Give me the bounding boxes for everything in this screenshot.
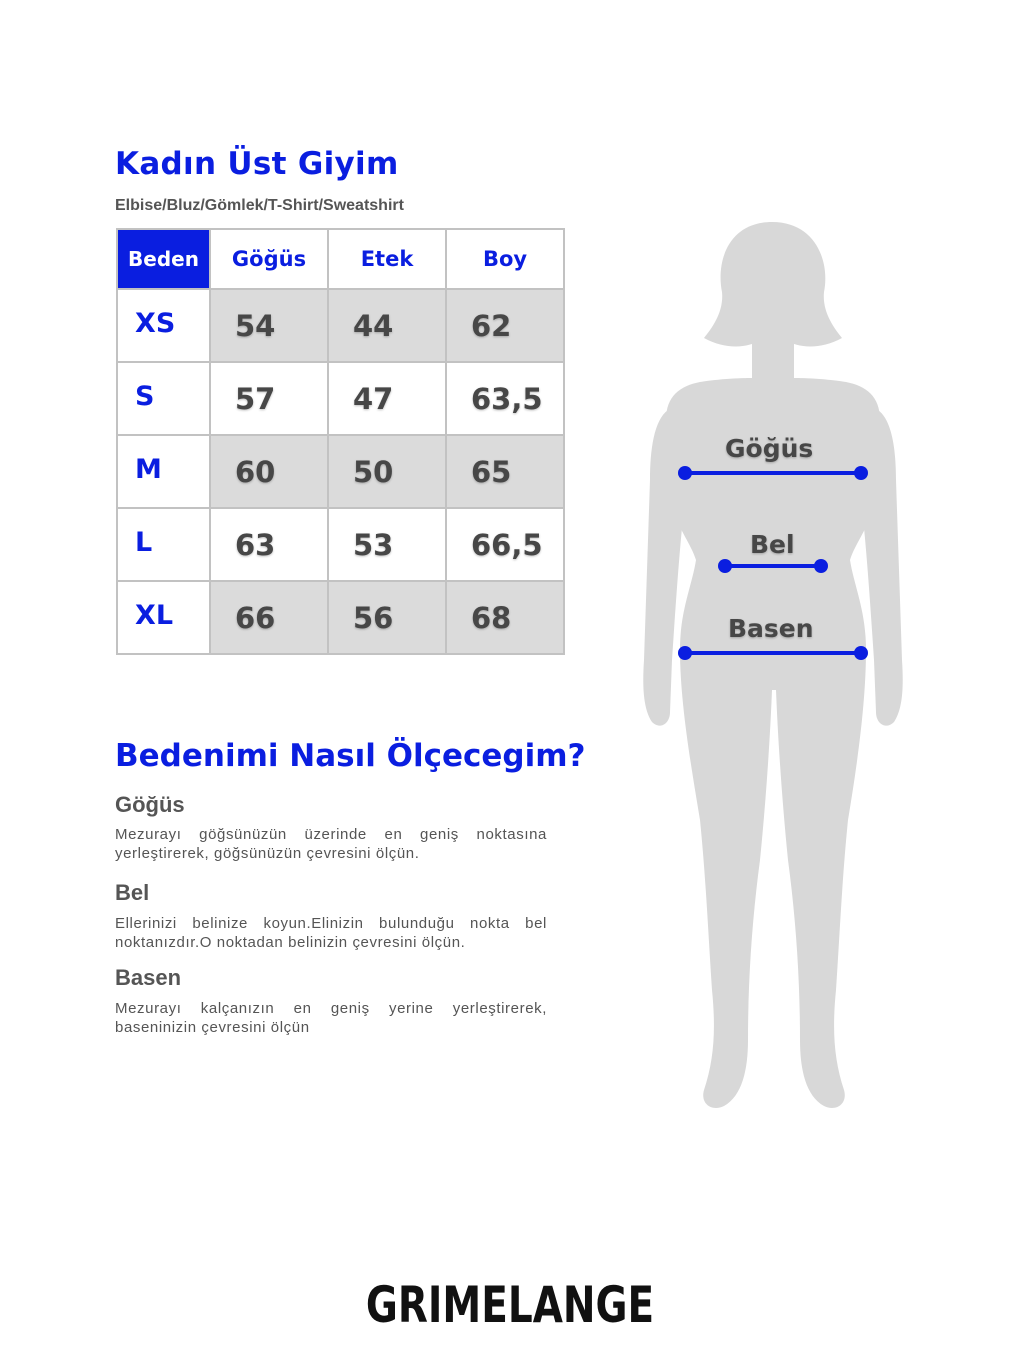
gogus-cell: 57 (210, 362, 328, 435)
table-row (117, 581, 564, 654)
head-shape (704, 222, 842, 360)
size-cell: M (117, 435, 210, 508)
figure-label-basen: Basen (728, 614, 814, 643)
guide-basen-title: Basen (115, 965, 182, 990)
boy-cell: 63,5 (446, 362, 564, 435)
etek-cell: 44 (328, 289, 446, 362)
figure-label-bel: Bel (750, 530, 795, 559)
table-row (117, 508, 564, 581)
guide-gogus-title: Göğüs (115, 792, 185, 817)
boy-cell: 66,5 (446, 508, 564, 581)
page-subtitle: Elbise/Bluz/Gömlek/T-Shirt/Sweatshirt (115, 197, 404, 214)
table-row (117, 289, 564, 362)
gogus-cell: 60 (210, 435, 328, 508)
etek-cell: 47 (328, 362, 446, 435)
brand-logo: GRIMELANGE (365, 1276, 655, 1334)
size-cell: S (117, 362, 210, 435)
body-silhouette-illustration (630, 215, 920, 1125)
etek-cell: 50 (328, 435, 446, 508)
table-row (117, 435, 564, 508)
etek-cell: 53 (328, 508, 446, 581)
table-row (117, 362, 564, 435)
etek-cell: 56 (328, 581, 446, 654)
figure-label-gogus: Göğüs (725, 434, 814, 463)
header-gogus: Göğüs (210, 229, 328, 289)
bel-measure-dot-right (814, 559, 828, 573)
table-header-row (117, 229, 564, 289)
header-beden: Beden (117, 229, 210, 289)
bel-measure-dot-left (718, 559, 732, 573)
basen-measure-dot-right (854, 646, 868, 660)
header-etek: Etek (328, 229, 446, 289)
neck-shape (752, 340, 794, 380)
guide-bel-title: Bel (115, 880, 150, 905)
guide-gogus-text: Mezurayı göğsünüzün üzerinde en geniş noktasına yerleştirerek, göğsünüzün çevresini ölçün. (115, 826, 547, 862)
boy-cell: 68 (446, 581, 564, 654)
boy-cell: 62 (446, 289, 564, 362)
basen-measure-dot-left (678, 646, 692, 660)
gogus-measure-dot-left (678, 466, 692, 480)
gogus-cell: 54 (210, 289, 328, 362)
guide-basen-text: Mezurayı kalçanızın en geniş yerine yerleştirerek, baseninizin çevresini ölçün (115, 1000, 547, 1036)
boy-cell: 65 (446, 435, 564, 508)
gogus-cell: 66 (210, 581, 328, 654)
guide-title: Bedenimi Nasıl Ölçecegim? (115, 738, 586, 774)
size-cell: XL (117, 581, 210, 654)
torso-shape (666, 378, 880, 1108)
size-table (116, 228, 565, 655)
gogus-measure-dot-right (854, 466, 868, 480)
gogus-cell: 63 (210, 508, 328, 581)
page-title: Kadın Üst Giyim (115, 146, 399, 182)
size-cell: XS (117, 289, 210, 362)
guide-bel-text: Ellerinizi belinize koyun.Elinizin bulunduğu nokta bel noktanızdır.O noktadan belinizin çevresini ölçün. (115, 915, 547, 951)
header-boy: Boy (446, 229, 564, 289)
size-cell: L (117, 508, 210, 581)
